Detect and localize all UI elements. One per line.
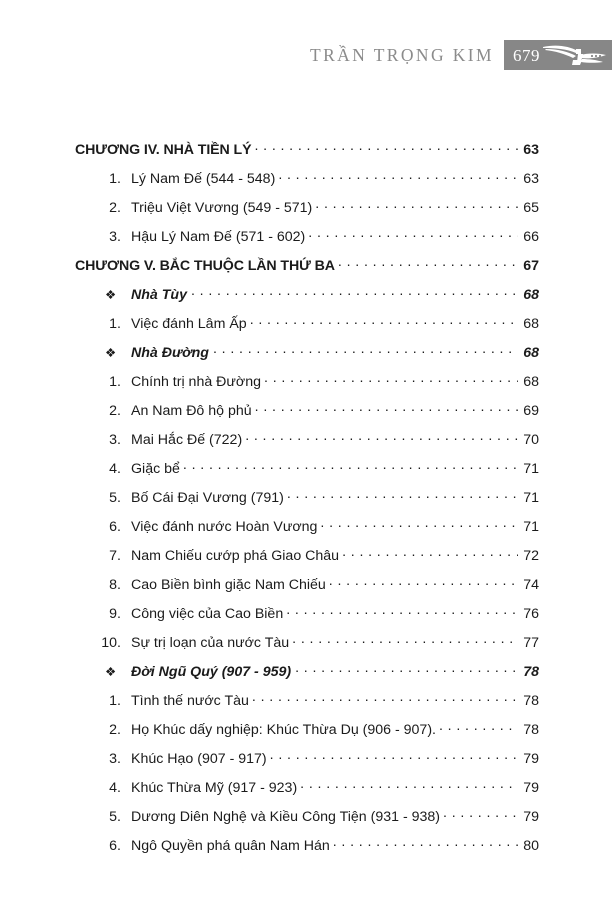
dot-leader — [338, 256, 518, 270]
dot-leader — [342, 546, 518, 560]
toc-entry-title: Nhà Đường — [131, 345, 209, 362]
diamond-bullet-icon: ❖ — [105, 288, 117, 303]
toc-page-number: 68 — [523, 374, 539, 391]
toc-entry-row[interactable] — [75, 401, 539, 430]
toc-page-number: 65 — [523, 200, 539, 217]
toc-entry-title: CHƯƠNG IV. NHÀ TIỀN LÝ — [75, 142, 252, 159]
toc-section-row[interactable] — [75, 343, 539, 372]
dot-leader — [286, 604, 518, 618]
toc-item-number: 10. — [101, 635, 121, 652]
toc-entry-row[interactable] — [75, 778, 539, 807]
dot-leader — [254, 140, 518, 154]
toc-item-number: 4. — [109, 461, 121, 478]
toc-page-number: 68 — [523, 316, 539, 333]
toc-entry-title: An Nam Đô hộ phủ — [131, 403, 252, 420]
toc-entry-title: Bố Cái Đại Vương (791) — [131, 490, 284, 507]
dot-leader — [333, 836, 518, 850]
toc-item-number: 1. — [109, 171, 121, 188]
toc-entry-title: Nam Chiếu cướp phá Giao Châu — [131, 548, 340, 565]
diamond-bullet-icon: ❖ — [105, 665, 117, 680]
toc-page-number: 63 — [523, 171, 539, 188]
toc-item-number: 5. — [109, 490, 121, 507]
dot-leader — [270, 749, 518, 763]
toc-section-row[interactable] — [75, 662, 539, 691]
toc-entry-row[interactable] — [75, 169, 539, 198]
toc-entry-title: Khúc Hạo (907 - 917) — [131, 751, 267, 768]
toc-entry-title: Dương Diên Nghệ và Kiều Công Tiện (931 - 938) — [131, 809, 441, 826]
toc-page-number: 79 — [523, 809, 539, 826]
toc-item-number: 6. — [109, 519, 121, 536]
toc-page-number: 66 — [523, 229, 539, 246]
dot-leader — [278, 169, 518, 183]
toc-entry-title: Tình thế nước Tàu — [131, 693, 249, 710]
toc-entry-row[interactable] — [75, 720, 539, 749]
toc-page-number: 79 — [523, 780, 539, 797]
toc-item-number: 1. — [109, 316, 121, 333]
toc-item-number: 1. — [109, 374, 121, 391]
toc-section-row[interactable] — [75, 285, 539, 314]
toc-entry-title: Sự trị loạn của nước Tàu — [131, 635, 290, 652]
toc-entry-row[interactable] — [75, 517, 539, 546]
toc-item-number: 9. — [109, 606, 121, 623]
toc-entry-row[interactable] — [75, 488, 539, 517]
toc-entry-row[interactable] — [75, 372, 539, 401]
toc-item-number: 3. — [109, 751, 121, 768]
dot-leader — [320, 517, 518, 531]
folio-band — [504, 40, 612, 70]
toc-item-number: 3. — [109, 432, 121, 449]
toc-entry-title: Việc đánh nước Hoàn Vương — [131, 519, 318, 536]
page-folio-number: 679 — [513, 45, 540, 65]
toc-item-number: 8. — [109, 577, 121, 594]
toc-entry-row[interactable] — [75, 749, 539, 778]
toc-page-number: 72 — [523, 548, 539, 565]
toc-page-number: 77 — [523, 635, 539, 652]
page-running-header — [0, 0, 612, 92]
toc-item-number: 2. — [109, 403, 121, 420]
dot-leader — [250, 314, 518, 328]
toc-entry-title: CHƯƠNG V. BẮC THUỘC LẦN THỨ BA — [75, 258, 335, 275]
toc-entry-row[interactable] — [75, 836, 539, 865]
dot-leader — [255, 401, 518, 415]
toc-entry-title: Chính trị nhà Đường — [131, 374, 262, 391]
toc-entry-title: Giặc bể — [131, 461, 180, 478]
toc-item-number: 3. — [109, 229, 121, 246]
toc-chapter-row[interactable] — [75, 256, 539, 285]
toc-page-number: 67 — [523, 258, 539, 275]
toc-page-number: 76 — [523, 606, 539, 623]
dot-leader — [287, 488, 518, 502]
toc-entry-title: Công việc của Cao Biền — [131, 606, 284, 623]
dot-leader — [308, 227, 518, 241]
toc-item-number: 6. — [109, 838, 121, 855]
dot-leader — [252, 691, 518, 705]
dot-leader — [300, 778, 518, 792]
toc-chapter-row[interactable] — [75, 140, 539, 169]
dot-leader — [443, 807, 518, 821]
toc-page-number: 69 — [523, 403, 539, 420]
toc-page-number: 78 — [523, 722, 539, 739]
dot-leader — [183, 459, 518, 473]
toc-entry-row[interactable] — [75, 604, 539, 633]
dot-leader — [439, 720, 518, 734]
toc-item-number: 1. — [109, 693, 121, 710]
toc-page-number: 78 — [523, 693, 539, 710]
toc-entry-title: Nhà Tùy — [131, 287, 187, 304]
toc-entry-row[interactable] — [75, 198, 539, 227]
dot-leader — [315, 198, 518, 212]
toc-entry-title: Cao Biền bình giặc Nam Chiếu — [131, 577, 326, 594]
toc-entry-title: Hậu Lý Nam Đế (571 - 602) — [131, 229, 306, 246]
table-of-contents — [75, 140, 539, 865]
toc-page-number: 63 — [523, 142, 539, 159]
toc-entry-title: Mai Hắc Đế (722) — [131, 432, 243, 449]
toc-entry-row[interactable] — [75, 807, 539, 836]
toc-entry-title: Việc đánh Lâm Ấp — [131, 316, 247, 333]
toc-entry-title: Đời Ngũ Quý (907 - 959) — [131, 664, 292, 681]
toc-item-number: 7. — [109, 548, 121, 565]
toc-page-number: 80 — [523, 838, 539, 855]
toc-page-number: 70 — [523, 432, 539, 449]
toc-item-number: 5. — [109, 809, 121, 826]
toc-entry-title: Khúc Thừa Mỹ (917 - 923) — [131, 780, 298, 797]
toc-entry-row[interactable] — [75, 575, 539, 604]
toc-item-number: 2. — [109, 722, 121, 739]
toc-entry-title: Triệu Việt Vương (549 - 571) — [131, 200, 313, 217]
toc-entry-title: Ngô Quyền phá quân Nam Hán — [131, 838, 330, 855]
toc-entry-title: Lý Nam Đế (544 - 548) — [131, 171, 276, 188]
toc-entry-row[interactable] — [75, 314, 539, 343]
toc-page-number: 71 — [523, 461, 539, 478]
diamond-bullet-icon: ❖ — [105, 346, 117, 361]
toc-entry-row[interactable] — [75, 430, 539, 459]
toc-page-number: 71 — [523, 519, 539, 536]
author-name: TRẦN TRỌNG KIM — [310, 44, 494, 65]
dot-leader — [292, 633, 518, 647]
toc-entry-title: Họ Khúc dấy nghiệp: Khúc Thừa Dụ (906 - 907). — [131, 722, 436, 739]
dot-leader — [191, 285, 518, 299]
dot-leader — [264, 372, 518, 386]
toc-item-number: 4. — [109, 780, 121, 797]
toc-entry-row[interactable] — [75, 633, 539, 662]
toc-entry-row[interactable] — [75, 227, 539, 256]
toc-page-number: 68 — [523, 345, 539, 362]
toc-page-number: 78 — [523, 664, 539, 681]
toc-page-number: 79 — [523, 751, 539, 768]
flying-bird-ornament-icon — [540, 40, 608, 70]
toc-page-number: 74 — [523, 577, 539, 594]
toc-page-number: 68 — [523, 287, 539, 304]
header-inner — [310, 40, 612, 70]
dot-leader — [245, 430, 518, 444]
toc-item-number: 2. — [109, 200, 121, 217]
dot-leader — [329, 575, 518, 589]
dot-leader — [295, 662, 518, 676]
toc-entry-row[interactable] — [75, 691, 539, 720]
dot-leader — [213, 343, 518, 357]
toc-entry-row[interactable] — [75, 546, 539, 575]
toc-entry-row[interactable] — [75, 459, 539, 488]
toc-page-number: 71 — [523, 490, 539, 507]
